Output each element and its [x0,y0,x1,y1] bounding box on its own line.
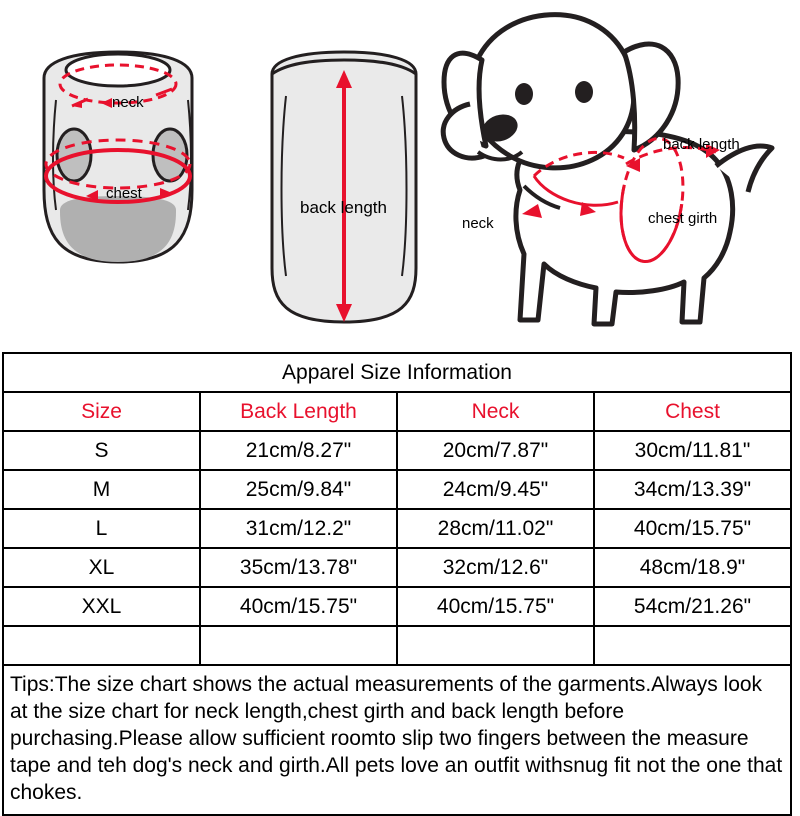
header-neck: Neck [397,392,594,431]
table-row [3,431,791,470]
table-header-row [3,392,791,431]
table-row [3,548,791,587]
cell-size: M [3,470,200,509]
illustrations-panel [0,0,800,352]
cell-back-length: 35cm/13.78" [200,548,397,587]
table-row [3,509,791,548]
cell-neck: 32cm/12.6" [397,548,594,587]
blank-cell [397,626,594,665]
table-row [3,587,791,626]
cell-size: L [3,509,200,548]
header-back-length: Back Length [200,392,397,431]
back-view-back-length-label: back length [300,198,387,217]
cell-chest: 40cm/15.75" [594,509,791,548]
cell-neck: 28cm/11.02" [397,509,594,548]
cell-back-length: 25cm/9.84" [200,470,397,509]
table-tips-row [3,665,791,815]
tips-text: Tips:The size chart shows the actual measurements of the garments.Always look at the size chart for neck length,chest girth and back length before purchasing.Please allow sufficient roomto slip two fingers between the measure tape and teh dog's neck and girth.All pets love an outfit withsnug fit not the one that chokes. [3,665,791,815]
table-row [3,470,791,509]
blank-cell [594,626,791,665]
size-table-wrapper [2,352,792,816]
cell-neck: 40cm/15.75" [397,587,594,626]
dog-illustration [443,15,772,324]
cell-chest: 30cm/11.81" [594,431,791,470]
cell-size: XXL [3,587,200,626]
cell-chest: 48cm/18.9" [594,548,791,587]
front-view-neck-label: neck [112,94,144,111]
cell-neck: 24cm/9.45" [397,470,594,509]
front-view-chest-label: chest [106,185,142,202]
table-title: Apparel Size Information [3,353,791,392]
cell-back-length: 40cm/15.75" [200,587,397,626]
table-blank-row [3,626,791,665]
dog-back-length-label: back length [663,136,740,153]
dog-neck-label: neck [462,215,494,232]
cell-chest: 54cm/21.26" [594,587,791,626]
cell-neck: 20cm/7.87" [397,431,594,470]
blank-cell [3,626,200,665]
header-chest: Chest [594,392,791,431]
illustration-svg [0,0,800,352]
cell-back-length: 21cm/8.27" [200,431,397,470]
dog-chest-girth-label: chest girth [648,210,718,227]
cell-back-length: 31cm/12.2" [200,509,397,548]
apparel-size-table [2,352,792,816]
table-title-row [3,353,791,392]
cell-size: S [3,431,200,470]
cell-chest: 34cm/13.39" [594,470,791,509]
header-size: Size [3,392,200,431]
blank-cell [200,626,397,665]
cell-size: XL [3,548,200,587]
